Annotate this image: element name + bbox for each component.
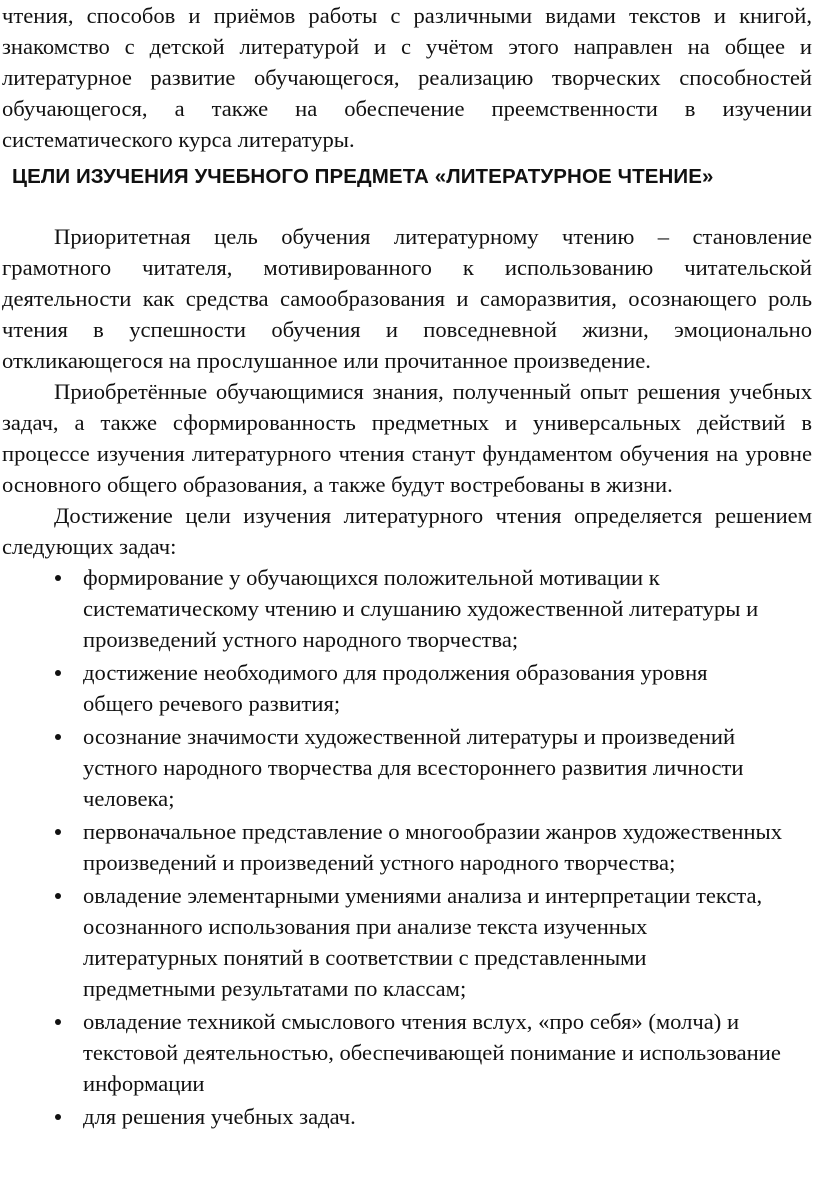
tasks-list [2, 562, 812, 1132]
bullet-icon [55, 1019, 61, 1025]
tasks-intro-paragraph: Достижение цели изучения литературного чтения определяется решением следующих задач: [2, 503, 812, 559]
bullet-icon [55, 670, 61, 676]
list-item-text: достижение необходимого для продолжения образования уровня общего речевого развития; [83, 660, 708, 716]
list-item [2, 816, 812, 878]
bullet-icon [55, 734, 61, 740]
bullet-icon [55, 575, 61, 581]
list-item [2, 657, 812, 719]
bullet-icon [55, 893, 61, 899]
list-item [2, 1006, 812, 1099]
list-item-text: овладение техникой смыслового чтения вслух, «про себя» (молча) и текстовой деятельностью, обеспечивающей понимание и использование информации [83, 1009, 781, 1096]
knowledge-paragraph: Приобретённые обучающимися знания, полученный опыт решения учебных задач, а также сформированность предметных и универсальных действий в процессе изучения литературного чтения станут фундаментом обучения на уровне основного общего образования, а также будут востребованы в жизни. [2, 379, 812, 497]
bullet-icon [55, 1114, 61, 1120]
goal-paragraph: Приоритетная цель обучения литературному чтению – становление грамотного читателя, мотивированного к использованию читательской деятельности как средства самообразования и саморазвития, осознающего роль чтения в успешности обучения и повседневной жизни, эмоционально откликающегося на прослушанное или прочитанное произведение. [2, 224, 812, 373]
list-item [2, 562, 812, 655]
list-item [2, 1101, 812, 1132]
list-item-text: первоначальное представление о многообразии жанров художественных произведений и произведений устного народного творчества; [83, 819, 783, 875]
list-item-text: осознание значимости художественной литературы и произведений устного народного творчества для всестороннего развития личности человека; [83, 724, 744, 811]
list-item [2, 721, 812, 814]
list-item-text: для решения учебных задач. [83, 1104, 356, 1129]
list-item-text: овладение элементарными умениями анализа и интерпретации текста, осознанного использования при анализе текста изученных литературных понятий в соответствии с представленными предметными результатами по классам; [83, 883, 763, 1001]
intro-paragraph: чтения, способов и приёмов работы с различными видами текстов и книгой, знакомство с детской литературой и с учётом этого направлен на общее и литературное развитие обучающегося, реализацию творческих способностей обучающегося, а также на обеспечение преемственности в изучении систематического курса литературы. [2, 3, 812, 152]
list-item-text: формирование у обучающихся положительной мотивации к систематическому чтению и слушанию художественной литературы и произведений устного народного творчества; [83, 565, 759, 652]
section-heading: ЦЕЛИ ИЗУЧЕНИЯ УЧЕБНОГО ПРЕДМЕТА «ЛИТЕРАТУРНОЕ ЧТЕНИЕ» [12, 165, 714, 188]
bullet-icon [55, 829, 61, 835]
heading-spacer [2, 191, 812, 221]
list-item [2, 880, 812, 1004]
